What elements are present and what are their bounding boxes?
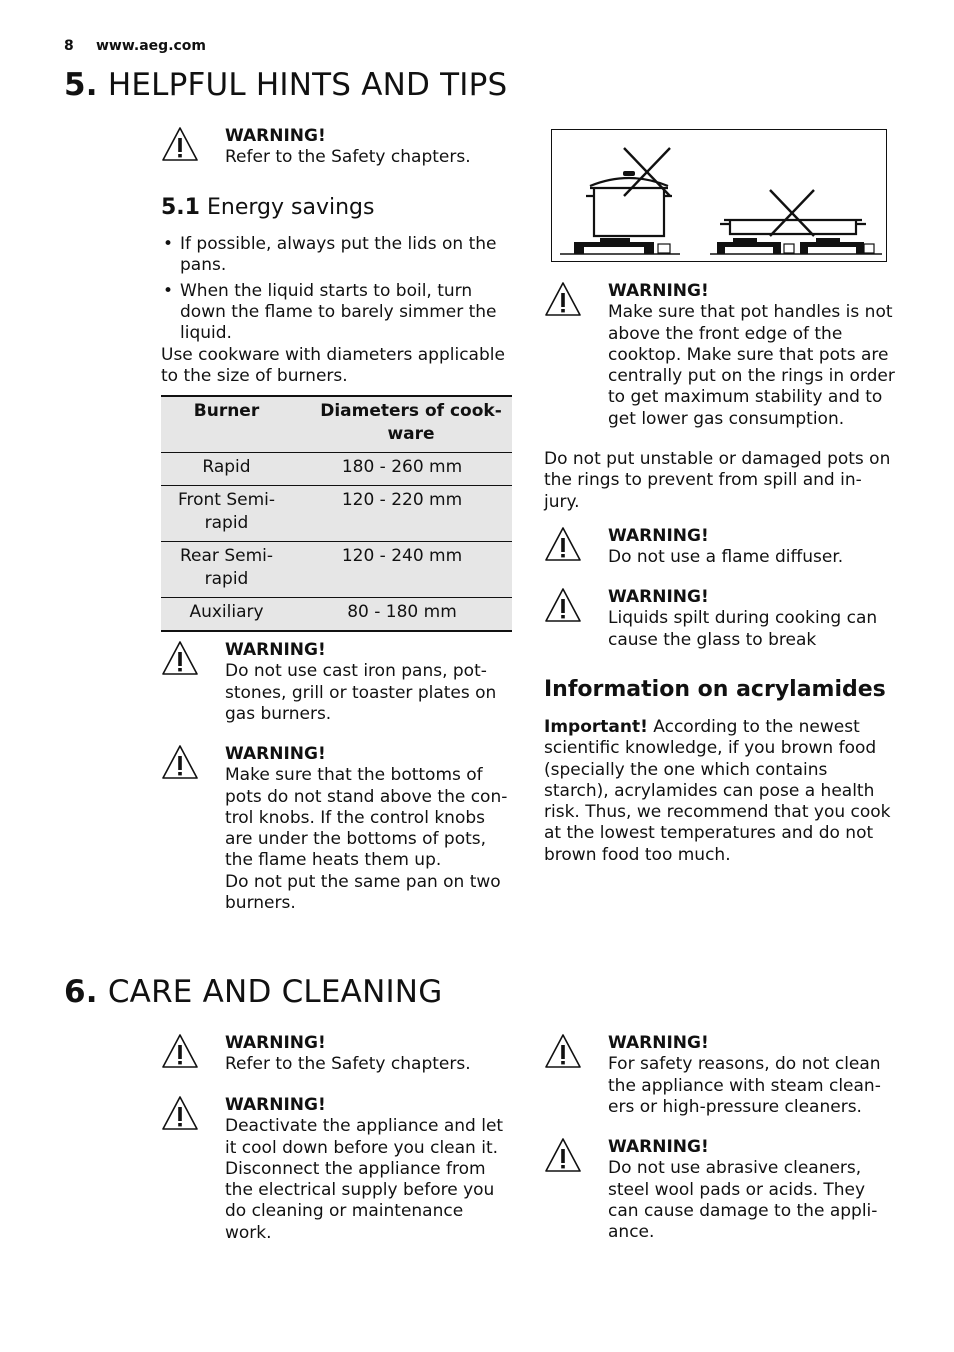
warning-triangle-icon — [161, 1095, 199, 1131]
table-cell: Rear Semi-rapid — [161, 542, 292, 598]
section-5-heading — [64, 67, 507, 103]
warning-text-2: Do not put the same pan on two burners. — [225, 871, 501, 914]
section-5-number: 5. — [64, 67, 98, 103]
warning-text: Do not use cast iron pans, pot-stones, grill or toaster plates on gas burners. — [225, 661, 497, 724]
warning-text: For safety reasons, do not clean the appliance with steam clean-ers or high-pressure cleaners. — [608, 1054, 881, 1117]
warning-triangle-icon — [161, 640, 199, 676]
warning-text: Deactivate the appliance and let it cool down before you clean it. Disconnect the appliance from the electrical supply before you do cleaning or maintenance work. — [225, 1116, 504, 1243]
section-5-title: HELPFUL HINTS AND TIPS — [107, 67, 508, 103]
warning-label: WARNING! — [608, 1137, 709, 1157]
table-cell: Auxiliary — [161, 598, 292, 632]
warning-text: Refer to the Safety chapters. — [225, 147, 471, 168]
warning-label: WARNING! — [225, 126, 326, 146]
warning-triangle-icon — [544, 1137, 582, 1173]
list-item: • When the liquid starts to boil, turn down the flame to barely simmer the liquid. — [161, 281, 511, 345]
warning-text: Refer to the Safety chapters. — [225, 1054, 471, 1075]
table-header-burner: Burner — [161, 396, 292, 453]
section-6-heading — [64, 974, 442, 1010]
section-6-title: CARE AND CLEANING — [107, 974, 443, 1010]
warning-triangle-icon — [544, 281, 582, 317]
warning-label: WARNING! — [225, 744, 326, 764]
section-6-number: 6. — [64, 974, 98, 1010]
list-item: • If possible, always put the lids on the pans. — [161, 234, 511, 277]
table-cell: Front Semi-rapid — [161, 486, 292, 542]
warning-label: WARNING! — [608, 281, 709, 301]
important-label: Important! — [544, 717, 648, 737]
table-cell: 120 - 240 mm — [292, 542, 512, 598]
warning-label: WARNING! — [608, 587, 709, 607]
burner-table — [161, 395, 512, 632]
table-header-diameters: Diameters of cook-ware — [292, 396, 512, 453]
warning-text: Make sure that the bottoms of pots do not stand above the con-trol knobs. If the control knobs are under the bottoms of pots, the flame heats them up. — [225, 765, 508, 871]
warning-triangle-icon — [544, 1033, 582, 1069]
site-url: www.aeg.com — [96, 38, 207, 54]
unstable-pots-text: Do not put unstable or damaged pots on the rings to prevent from spill and in-jury. — [544, 449, 891, 512]
warning-triangle-icon — [161, 126, 199, 162]
energy-savings-list — [161, 234, 511, 348]
pot-placement-illustration — [551, 129, 887, 262]
table-cell: 80 - 180 mm — [292, 598, 512, 632]
warning-text: Do not use abrasive cleaners, steel wool pads or acids. They can cause damage to the appli-ance. — [608, 1158, 878, 1243]
warning-label: WARNING! — [225, 1095, 326, 1115]
subsection-number: 5.1 — [161, 195, 200, 220]
pot-on-hob-drawing — [552, 130, 888, 263]
warning-triangle-icon — [544, 587, 582, 623]
warning-text: Do not use a flame diffuser. — [608, 547, 844, 568]
table-cell: Rapid — [161, 453, 292, 486]
acrylamides-heading: Information on acrylamides — [544, 677, 886, 702]
acrylamides-text — [544, 717, 896, 866]
warning-label: WARNING! — [225, 640, 326, 660]
warning-triangle-icon — [544, 526, 582, 562]
subsection-title: Energy savings — [206, 195, 375, 220]
page-number: 8 — [64, 38, 74, 54]
subsection-5-1-heading — [161, 195, 374, 220]
warning-text: Liquids spilt during cooking can cause the glass to break — [608, 608, 878, 650]
warning-label: WARNING! — [608, 1033, 709, 1053]
warning-triangle-icon — [161, 744, 199, 780]
acrylamides-body: According to the newest scientific knowledge, if you brown food (specially the one which contains starch), acrylamides can pose a health risk. Thus, we recommend that you cook at the lowest temperatures and do not brown food too much. — [544, 717, 891, 865]
table-cell: 120 - 220 mm — [292, 486, 512, 542]
cookware-text: Use cookware with diameters applicable to the size of burners. — [161, 345, 505, 387]
warning-label: WARNING! — [608, 526, 709, 546]
warning-triangle-icon — [161, 1033, 199, 1069]
warning-text: Make sure that pot handles is not above the front edge of the cooktop. Make sure that pots are centrally put on the rings in order to get maximum stability and to get lower gas consumption. — [608, 302, 895, 429]
table-cell: 180 - 260 mm — [292, 453, 512, 486]
warning-label: WARNING! — [225, 1033, 326, 1053]
